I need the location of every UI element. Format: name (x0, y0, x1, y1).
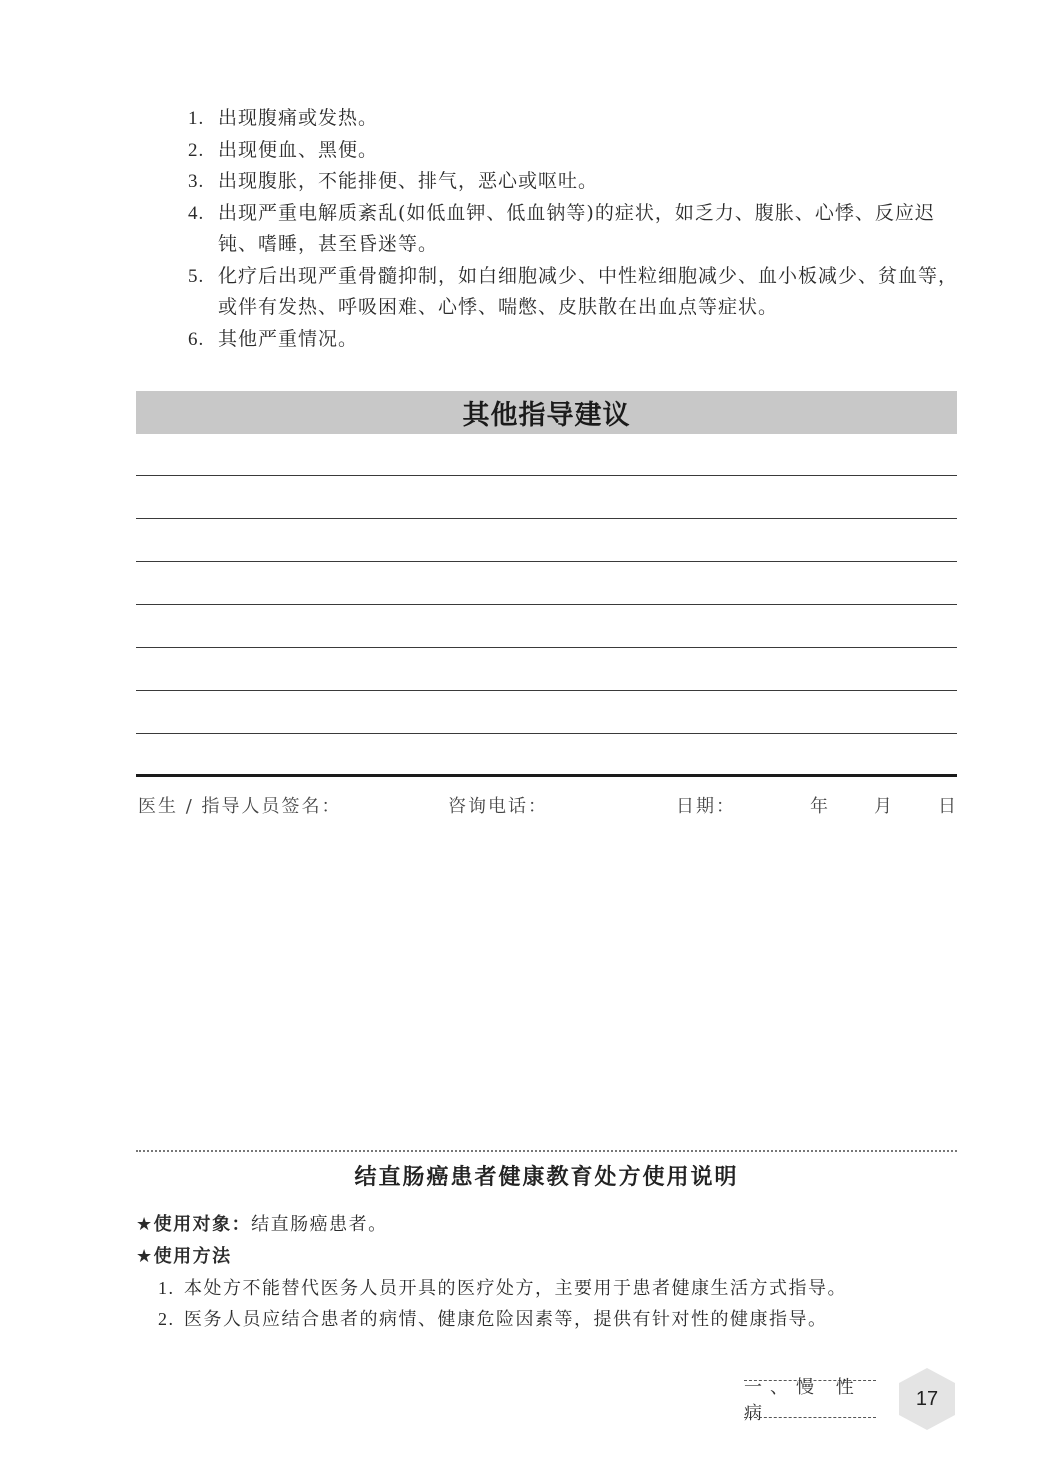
list-item-number: 3. (188, 171, 205, 192)
writing-line[interactable] (136, 561, 957, 562)
usage-item-number: 2. (158, 1309, 175, 1329)
date-month-label: 月 (874, 796, 894, 817)
section-bottom-rule (136, 774, 957, 777)
usage-item-number: 1. (158, 1278, 175, 1298)
date-day-label: 日 (938, 796, 958, 817)
writing-line[interactable] (136, 690, 957, 691)
list-item-number: 2. (188, 139, 205, 161)
list-item (188, 324, 958, 356)
writing-line[interactable] (136, 475, 957, 476)
writing-line[interactable] (136, 733, 957, 734)
usage-target (136, 1210, 388, 1236)
list-item (188, 135, 958, 167)
writing-line[interactable] (136, 647, 957, 648)
usage-item-text: 本处方不能替代医务人员开具的医疗处方，主要用于患者健康生活方式指导。 (184, 1278, 847, 1299)
writing-line[interactable] (136, 604, 957, 605)
list-item-number: 6. (188, 328, 205, 350)
chapter-label: 一、慢 性 病 (744, 1380, 876, 1418)
section-header-bar (136, 391, 957, 434)
list-item-number: 5. (188, 265, 205, 287)
doctor-signature-label: 医生 / 指导人员签名： (138, 796, 342, 817)
cut-line-divider (136, 1150, 957, 1152)
list-item-number: 4. (188, 202, 205, 224)
usage-item-text: 医务人员应结合患者的病情、健康危险因素等，提供有针对性的健康指导。 (184, 1309, 828, 1330)
list-item-number: 1. (188, 108, 205, 129)
usage-target-label: ★使用对象： (136, 1214, 252, 1235)
page-number: 17 (915, 1387, 939, 1410)
usage-method-item (158, 1274, 847, 1300)
list-item (188, 261, 958, 324)
list-item (188, 198, 958, 261)
warning-list (188, 103, 958, 355)
date-label: 日期： (676, 796, 736, 817)
usage-target-value: 结直肠癌患者。 (251, 1214, 388, 1235)
list-item-text: 化疗后出现严重骨髓抑制，如白细胞减少、中性粒细胞减少、血小板减少、贫血等，或伴有发热、呼吸困难、心悸、喘憋、皮肤散在出血点等症状。 (218, 264, 959, 318)
usage-method (136, 1242, 232, 1268)
writing-line[interactable] (136, 518, 957, 519)
phone-label: 咨询电话： (448, 796, 548, 817)
list-item-text: 出现腹胀，不能排便、排气，恶心或呕吐。 (218, 170, 599, 192)
section-title: 其他指导建议 (462, 400, 631, 431)
usage-title: 结直肠癌患者健康教育处方使用说明 (354, 1164, 739, 1190)
list-item-text: 其他严重情况。 (218, 327, 359, 350)
list-item-text: 出现便血、黑便。 (218, 138, 379, 161)
list-item-text: 出现严重电解质紊乱(如低血钾、低血钠等)的症状，如乏力、腹胀、心悸、反应迟钝、嗜睡，甚至昏迷等。 (218, 201, 935, 255)
list-item (188, 103, 958, 135)
date-year-label: 年 (810, 796, 830, 817)
usage-method-item (158, 1305, 828, 1331)
signature-row (136, 792, 957, 818)
list-item-text: 出现腹痛或发热。 (218, 107, 379, 129)
usage-method-label: ★使用方法 (136, 1246, 232, 1267)
list-item (188, 166, 958, 198)
